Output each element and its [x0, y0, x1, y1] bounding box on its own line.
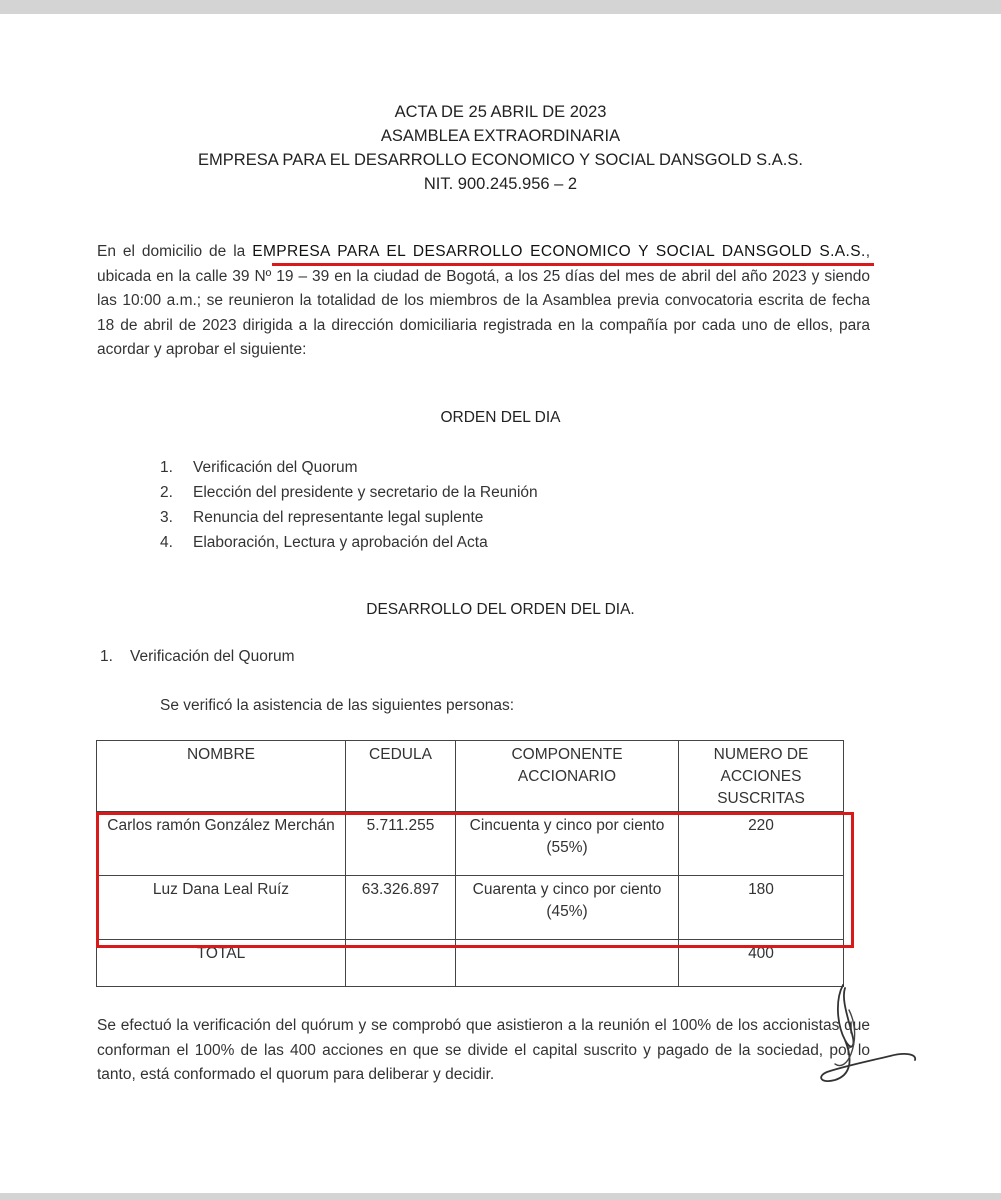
- table-header-row: [97, 741, 844, 812]
- agenda-item-number: 4.: [160, 534, 173, 551]
- act-title: ACTA DE 25 ABRIL DE 2023: [394, 103, 607, 121]
- agenda-item: [160, 530, 538, 555]
- agenda-list: [160, 455, 538, 555]
- agenda-item-number: 1.: [160, 459, 173, 476]
- signature-stroke: [821, 985, 915, 1081]
- intro-company-name: EMPRESA PARA EL DESARROLLO ECONOMICO Y SOCIAL DANSGOLD S.A.S.: [252, 243, 866, 260]
- cell-component: Cincuenta y cinco por ciento (55%): [456, 812, 679, 876]
- agenda-item-number: 3.: [160, 509, 173, 526]
- cell-cedula: 5.711.255: [346, 812, 456, 876]
- viewer-top-bar: [0, 0, 1001, 14]
- cell-cedula: 63.326.897: [346, 876, 456, 940]
- agenda-item: [160, 480, 538, 505]
- cell-component: Cuarenta y cinco por ciento (45%): [456, 876, 679, 940]
- agenda-title: ORDEN DEL DIA: [440, 409, 561, 426]
- header-cedula: CEDULA: [346, 741, 456, 812]
- header-shares: NUMERO DE ACCIONES SUSCRITAS: [679, 741, 844, 812]
- company-name-red-underline: [272, 263, 874, 266]
- attendance-intro: Se verificó la asistencia de las siguientes personas:: [160, 697, 515, 714]
- assembly-type: ASAMBLEA EXTRAORDINARIA: [380, 127, 621, 145]
- agenda-item-text: Elaboración, Lectura y aprobación del Acta: [193, 534, 488, 551]
- total-shares: 400: [679, 940, 844, 987]
- viewer-bottom-bar: [0, 1193, 1001, 1200]
- section-title-text: Verificación del Quorum: [130, 648, 295, 665]
- development-title: DESARROLLO DEL ORDEN DEL DIA.: [366, 601, 635, 618]
- agenda-item-text: Renuncia del representante legal suplente: [193, 509, 484, 526]
- intro-prefix: En el domicilio de la: [97, 243, 253, 260]
- company-name-heading: EMPRESA PARA EL DESARROLLO ECONOMICO Y SOCIAL DANSGOLD S.A.S.: [198, 151, 803, 169]
- header-component: COMPONENTE ACCIONARIO: [456, 741, 679, 812]
- header-name: NOMBRE: [97, 741, 346, 812]
- company-nit: NIT. 900.245.956 – 2: [423, 175, 578, 193]
- agenda-item-number: 2.: [160, 484, 173, 501]
- cell-shares: 180: [679, 876, 844, 940]
- closing-paragraph: Se efectuó la verificación del quórum y se comprobó que asistieron a la reunión el 100% de los accionistas que conforman el 100% de las 400 acciones en que se divide el capital suscrito y pagado de la sociedad, por lo tanto, está conformado el quorum para deliberar y decidir.: [97, 1017, 870, 1083]
- agenda-item-text: Elección del presidente y secretario de la Reunión: [193, 484, 538, 501]
- agenda-item: [160, 455, 538, 480]
- agenda-item-text: Verificación del Quorum: [193, 459, 358, 476]
- total-label: TOTAL: [97, 940, 346, 987]
- cell-shares: 220: [679, 812, 844, 876]
- intro-rest: , ubicada en la calle 39 Nº 19 – 39 en la ciudad de Bogotá, a los 25 días del mes de abril del año 2023 y siendo las 10:00 a.m.; se reunieron la totalidad de los miembros de la Asamblea previa convocatoria escrita de fecha 18 de abril de 2023 dirigida a la dirección domiciliaria registrada en la compañía por cada uno de ellos, para acordar y aprobar el siguiente:: [97, 243, 870, 358]
- handwritten-signature: [805, 980, 925, 1100]
- section-heading: [100, 648, 295, 666]
- intro-paragraph: [97, 240, 870, 363]
- section-number: 1.: [100, 648, 113, 665]
- cell-name: Carlos ramón González Merchán: [97, 812, 346, 876]
- cell-name: Luz Dana Leal Ruíz: [97, 876, 346, 940]
- shareholder-rows-red-highlight: [96, 812, 854, 948]
- agenda-item: [160, 505, 538, 530]
